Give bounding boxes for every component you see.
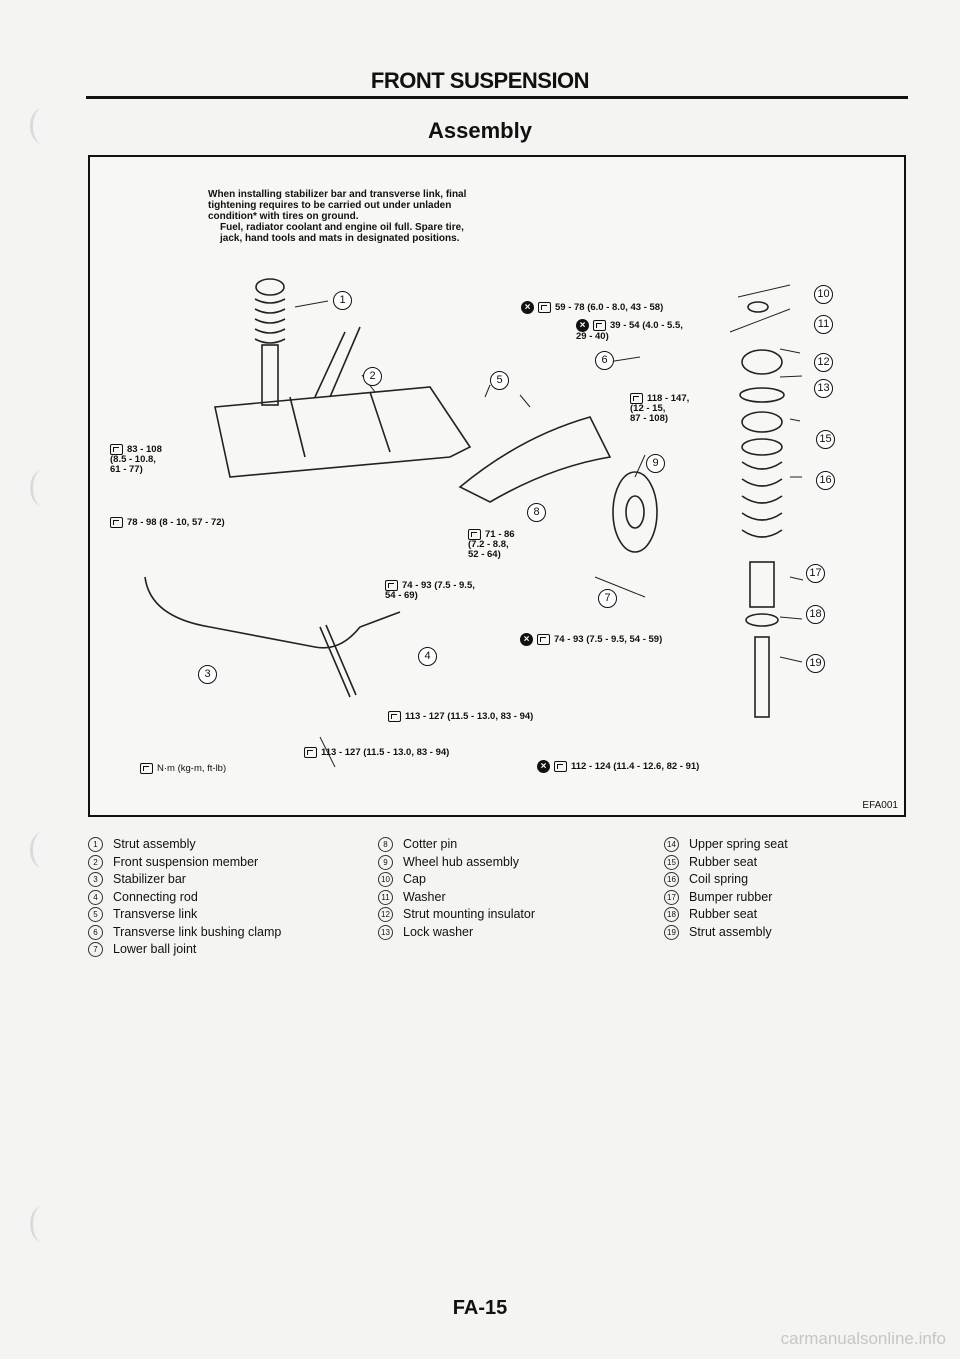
torque-spec-strut-knuckle: × 112 - 124 (11.4 - 12.6, 82 - 91) (537, 760, 699, 773)
note-line: When installing stabilizer bar and transverse link, final (208, 189, 467, 200)
legend-item: 7 Lower ball joint (88, 941, 281, 959)
exploded-lock-washer (740, 388, 784, 402)
legend-item: 3 Stabilizer bar (88, 871, 281, 889)
wheel-hub-drawing (613, 472, 657, 552)
note-line: tightening requires to be carried out under unladen (208, 200, 452, 211)
callout-number: 10 (814, 285, 833, 304)
callout-number: 12 (814, 353, 833, 372)
strut-body (262, 345, 278, 405)
header-rule (86, 96, 908, 99)
callout-number: 9 (646, 454, 665, 473)
exploded-rubber-seat-lower (746, 614, 778, 626)
parts-legend-col3 (664, 836, 788, 941)
legend-item: 5 Transverse link (88, 906, 281, 924)
legend-item: 13 Lock washer (378, 924, 535, 942)
page-number: FA-15 (452, 1297, 508, 1319)
legend-item: 14 Upper spring seat (664, 836, 788, 854)
exploded-spring-seat (742, 412, 782, 432)
binder-hole (30, 832, 55, 868)
torque-wrench-icon (630, 393, 643, 404)
strut-top-mount (256, 279, 284, 295)
callout-number: 15 (816, 430, 835, 449)
callout-number: 4 (418, 647, 437, 666)
note-line: jack, hand tools and mats in designated positions. (220, 233, 460, 244)
callout-number: 5 (490, 371, 509, 390)
exploded-rubber-seat (742, 439, 782, 455)
callout-number: 16 (816, 471, 835, 490)
parts-legend-col2 (378, 836, 535, 941)
exploded-shock-absorber (755, 637, 769, 717)
torque-wrench-icon (110, 517, 123, 528)
torque-wrench-icon (468, 529, 481, 540)
section-title: Assembly (428, 118, 532, 143)
callout-number: 18 (806, 605, 825, 624)
legend-item: 2 Front suspension member (88, 854, 281, 872)
torque-spec-strut-nut: × 39 - 54 (4.0 - 5.5, 29 - 40) (576, 320, 683, 342)
legend-item: 19 Strut assembly (664, 924, 788, 942)
legend-item: 6 Transverse link bushing clamp (88, 924, 281, 942)
torque-spec-ball-joint-nut: × 74 - 93 (7.5 - 9.5, 54 - 59) (520, 633, 662, 646)
callout-number: 2 (363, 367, 382, 386)
torque-wrench-icon (538, 302, 551, 313)
torque-spec-connecting-rod: 113 - 127 (11.5 - 13.0, 83 - 94) (388, 711, 533, 722)
note-line: Fuel, radiator coolant and engine oil full. Spare tire, (220, 222, 464, 233)
replace-nut-icon: × (537, 760, 550, 773)
torque-spec-link-bolt: 74 - 93 (7.5 - 9.5, 54 - 69) (385, 580, 475, 602)
note-line: condition* with tires on ground. (208, 211, 359, 222)
torque-spec-ball-joint: 71 - 86 (7.2 - 8.8, 52 - 64) (468, 529, 515, 561)
callout-number: 3 (198, 665, 217, 684)
legend-item: 1 Strut assembly (88, 836, 281, 854)
callout-number: 13 (814, 379, 833, 398)
strut-coil-spring (255, 299, 285, 343)
stabilizer-bar (145, 577, 400, 648)
replace-nut-icon: × (521, 301, 534, 314)
torque-spec-bushing-clamp: 118 - 147, (12 - 15, 87 - 108) (630, 393, 690, 425)
legend-item: 11 Washer (378, 889, 535, 907)
torque-wrench-icon (593, 320, 606, 331)
callout-number: 17 (806, 564, 825, 583)
torque-spec-stabilizer-bracket: 78 - 98 (8 - 10, 57 - 72) (110, 517, 225, 528)
suspension-member (215, 387, 470, 477)
torque-spec-strut-top: × 59 - 78 (6.0 - 8.0, 43 - 58) (521, 301, 663, 314)
torque-wrench-icon (554, 761, 567, 772)
wheel-hub-drawing (626, 496, 644, 528)
replace-nut-icon: × (520, 633, 533, 646)
watermark: carmanualsonline.info (780, 1329, 946, 1348)
torque-spec-member-bolt: 83 - 108 (8.5 - 10.8, 61 - 77) (110, 444, 162, 476)
legend-item: 18 Rubber seat (664, 906, 788, 924)
page-header-title: FRONT SUSPENSION (370, 68, 590, 93)
torque-wrench-icon (140, 763, 153, 774)
legend-item: 16 Coil spring (664, 871, 788, 889)
torque-spec-connecting-rod-lower: 113 - 127 (11.5 - 13.0, 83 - 94) (304, 747, 449, 758)
callout-number: 11 (814, 315, 833, 334)
callout-number: 7 (598, 589, 617, 608)
exploded-cap (748, 302, 768, 312)
legend-item: 4 Connecting rod (88, 889, 281, 907)
exploded-insulator (742, 350, 782, 374)
legend-item: 17 Bumper rubber (664, 889, 788, 907)
binder-hole (30, 1206, 55, 1242)
torque-wrench-icon (537, 634, 550, 645)
legend-item: 10 Cap (378, 871, 535, 889)
torque-wrench-icon (110, 444, 123, 455)
exploded-bumper (750, 562, 774, 607)
binder-hole (30, 470, 55, 506)
replace-nut-icon: × (576, 319, 589, 332)
legend-item: 8 Cotter pin (378, 836, 535, 854)
legend-item: 12 Strut mounting insulator (378, 906, 535, 924)
legend-item: 15 Rubber seat (664, 854, 788, 872)
callout-number: 6 (595, 351, 614, 370)
exploded-view-figure (88, 155, 906, 817)
unit-legend: N·m (kg-m, ft-lb) (140, 763, 226, 774)
callout-number: 19 (806, 654, 825, 673)
figure-code: EFA001 (862, 800, 898, 811)
exploded-coil-spring (742, 462, 782, 537)
callout-number: 1 (333, 291, 352, 310)
torque-wrench-icon (304, 747, 317, 758)
transverse-link (460, 417, 610, 502)
callout-number: 8 (527, 503, 546, 522)
member-arm (315, 327, 360, 397)
leader-lines (295, 285, 803, 767)
parts-legend-col1 (88, 836, 281, 959)
torque-wrench-icon (388, 711, 401, 722)
torque-wrench-icon (385, 580, 398, 591)
legend-item: 9 Wheel hub assembly (378, 854, 535, 872)
